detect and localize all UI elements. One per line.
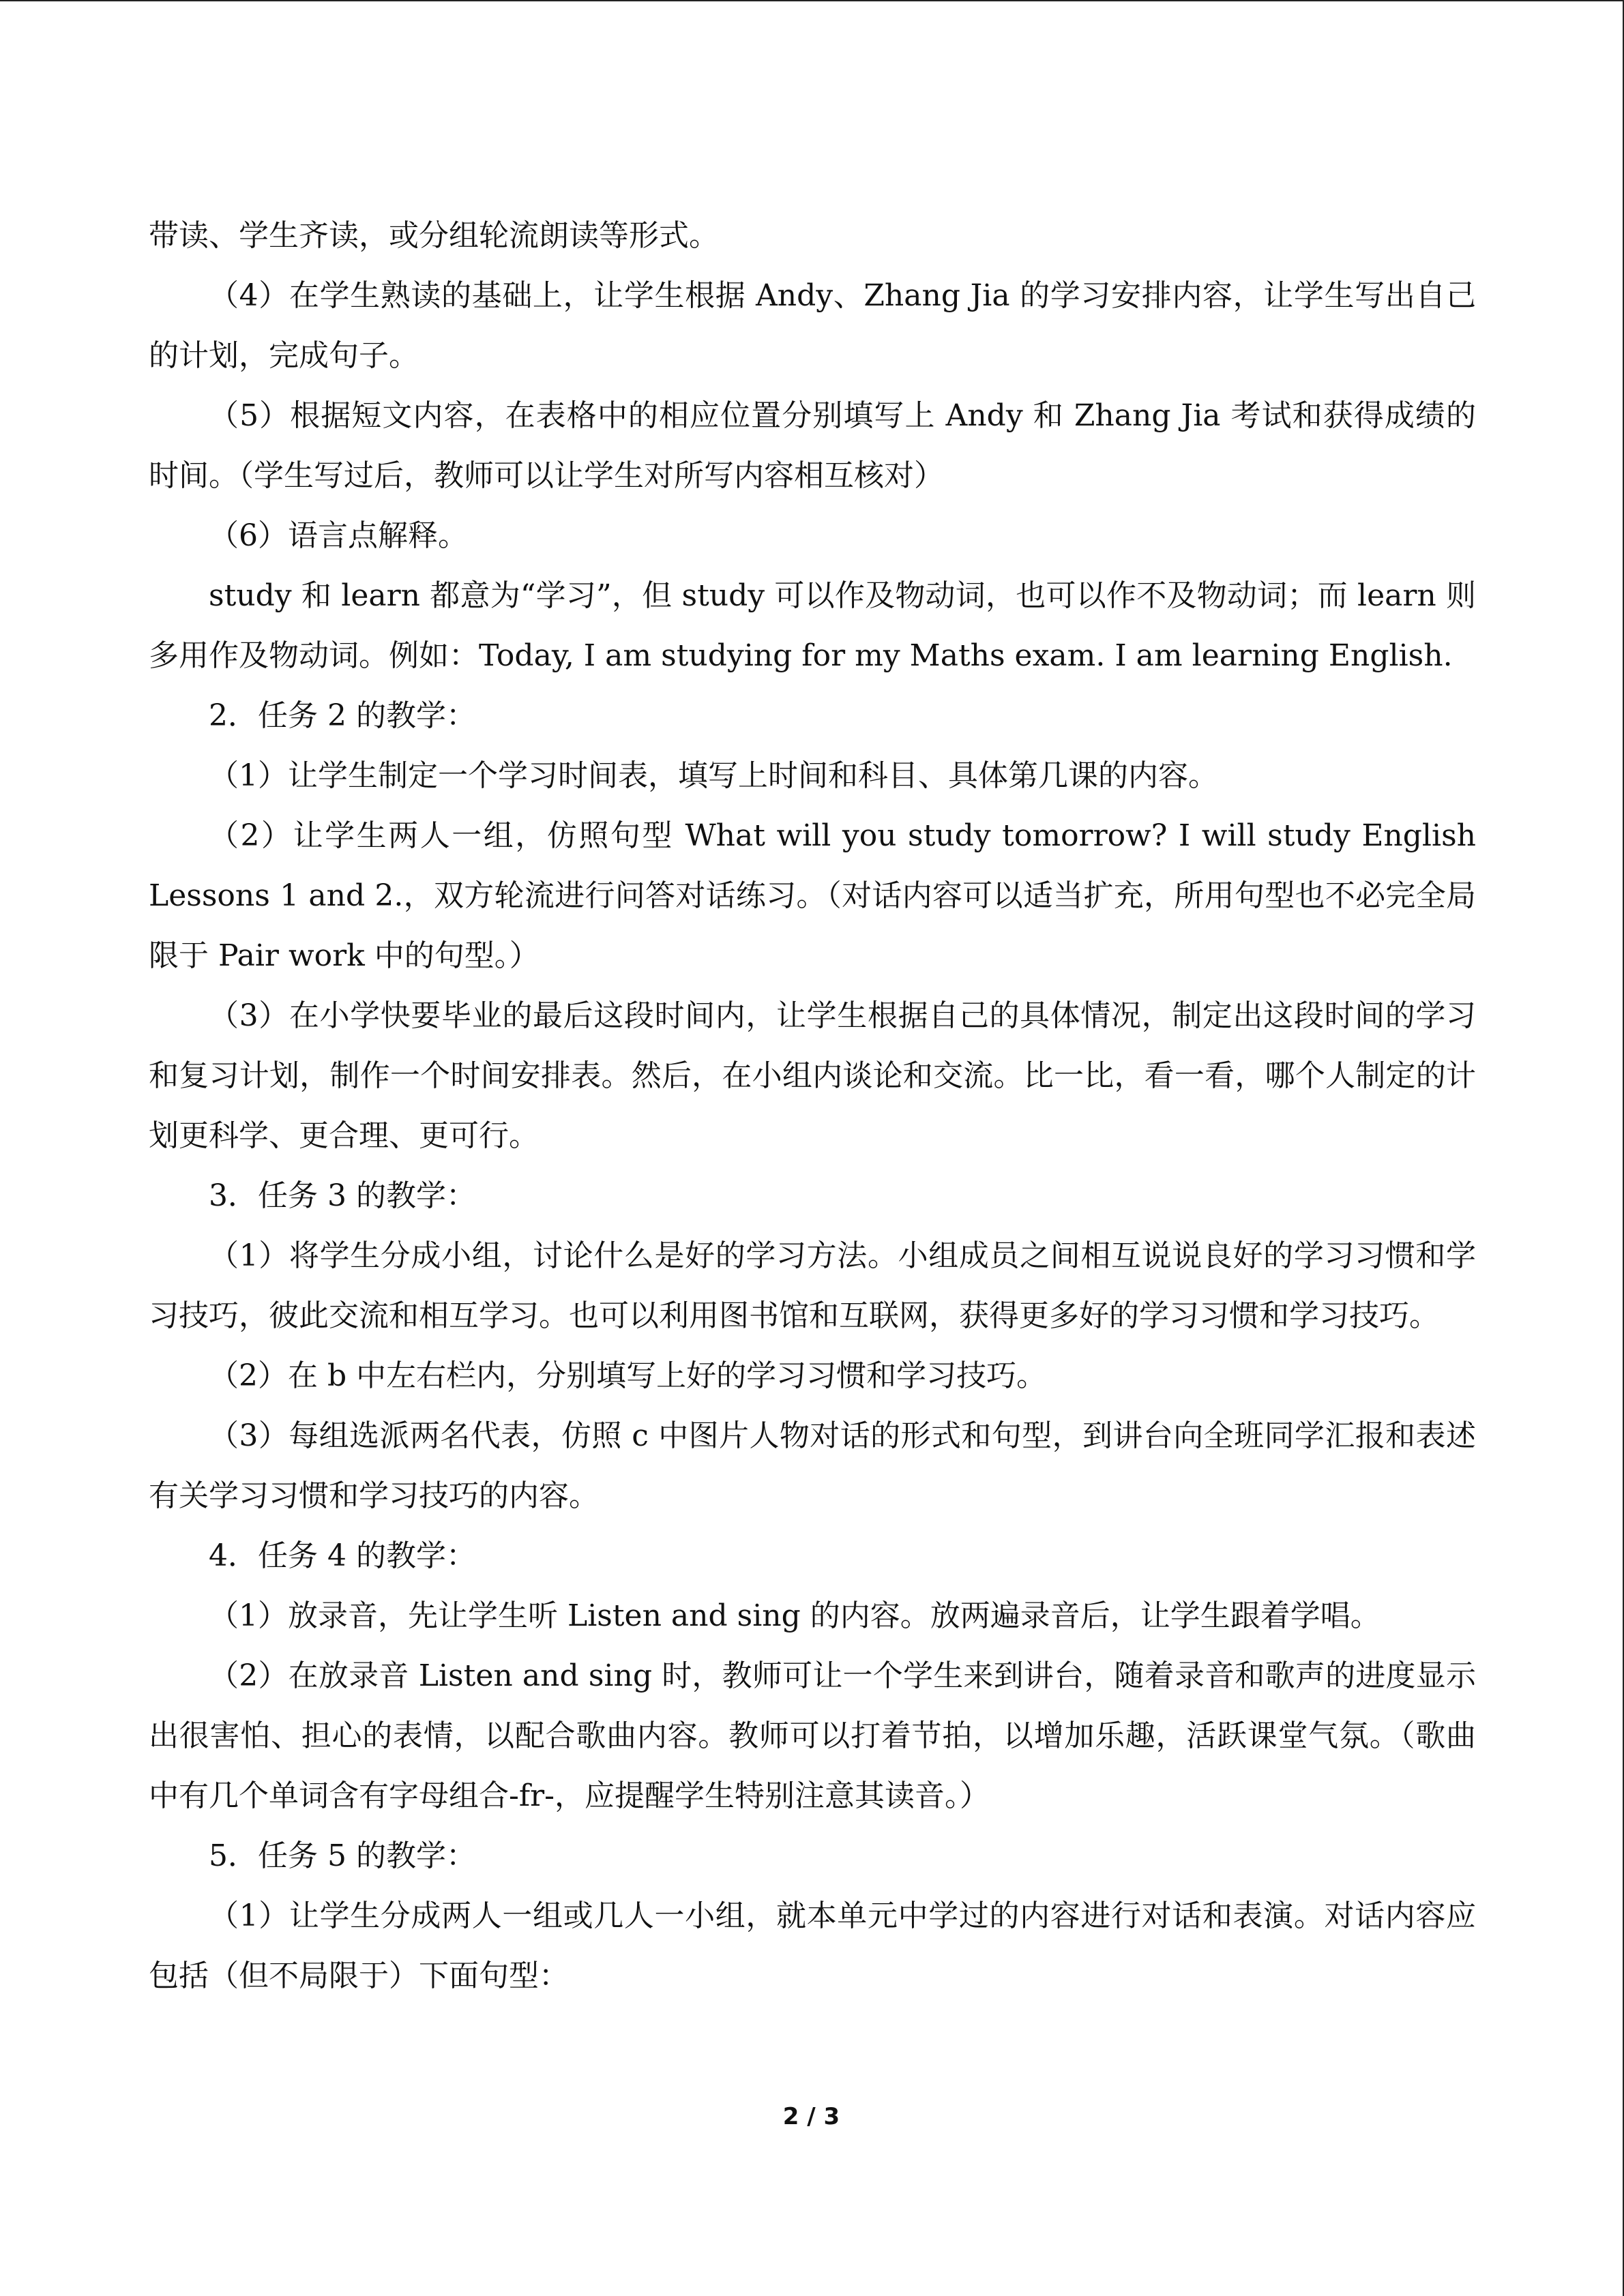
paragraph-task-5-step-1: （1）让学生分成两人一组或几人一小组，就本单元中学过的内容进行对话和表演。对话内容应包括（但不局限于）下面句型： <box>149 1898 1476 1993</box>
paragraph-task-2-step-2: （2）让学生两人一组，仿照句型 What will you study tomorrow? I will study English Lessons 1 and 2.，双方轮流进行问答对话练习。（对话内容可以适当扩充，所用句型也不必完全局限于 Pair work 中的句型。） <box>149 818 1476 973</box>
paragraph-study-learn: study 和 learn 都意为“学习”，但 study 可以作及物动词，也可以作不及物动词；而 learn 则多用作及物动词。例如：Today, I am studying for my Maths exam. I am learning English. <box>149 578 1476 673</box>
paragraph-task-4-step-2: （2）在放录音 Listen and sing 时，教师可让一个学生来到讲台，随着录音和歌声的进度显示出很害怕、担心的表情，以配合歌曲内容。教师可以打着节拍，以增加乐趣，活跃课堂气氛。（歌曲中有几个单词含有字母组合-fr-，应提醒学生特别注意其读音。） <box>149 1658 1476 1813</box>
paragraph-task-2-step-3: （3）在小学快要毕业的最后这段时间内，让学生根据自己的具体情况，制定出这段时间的学习和复习计划，制作一个时间安排表。然后，在小组内谈论和交流。比一比，看一看，哪个人制定的计划更科学、更合理、更可行。 <box>149 998 1476 1153</box>
paragraph-continuation: 带读、学生齐读，或分组轮流朗读等形式。 <box>149 218 719 253</box>
paragraph-task-4-step-1: （1）放录音，先让学生听 Listen and sing 的内容。放两遍录音后，让学生跟着学唱。 <box>209 1598 1381 1633</box>
paragraph-task-3-step-2: （2）在 b 中左右栏内，分别填写上好的学习习惯和学习技巧。 <box>209 1358 1047 1393</box>
paragraph-step-4: （4）在学生熟读的基础上，让学生根据 Andy、Zhang Jia 的学习安排内容，让学生写出自己的计划，完成句子。 <box>149 278 1476 373</box>
paragraph-task-3-step-1: （1）将学生分成小组，讨论什么是好的学习方法。小组成员之间相互说说良好的学习习惯和学习技巧，彼此交流和相互学习。也可以利用图书馆和互联网，获得更多好的学习习惯和学习技巧。 <box>149 1238 1476 1333</box>
document-body <box>149 206 1476 2006</box>
page-number: 2 / 3 <box>782 2103 840 2130</box>
paragraph-task-2-step-1: （1）让学生制定一个学习时间表，填写上时间和科目、具体第几课的内容。 <box>209 758 1218 793</box>
heading-task-2: 2．任务 2 的教学： <box>209 698 476 733</box>
heading-task-3: 3．任务 3 的教学： <box>209 1178 476 1213</box>
paragraph-task-3-step-3: （3）每组选派两名代表，仿照 c 中图片人物对话的形式和句型，到讲台向全班同学汇报和表述有关学习习惯和学习技巧的内容。 <box>149 1418 1476 1513</box>
paragraph-step-6: （6）语言点解释。 <box>209 518 468 553</box>
heading-task-4: 4．任务 4 的教学： <box>209 1538 476 1573</box>
heading-task-5: 5．任务 5 的教学： <box>209 1838 476 1873</box>
paragraph-step-5: （5）根据短文内容，在表格中的相应位置分别填写上 Andy 和 Zhang Jia 考试和获得成绩的时间。（学生写过后，教师可以让学生对所写内容相互核对） <box>149 398 1476 493</box>
